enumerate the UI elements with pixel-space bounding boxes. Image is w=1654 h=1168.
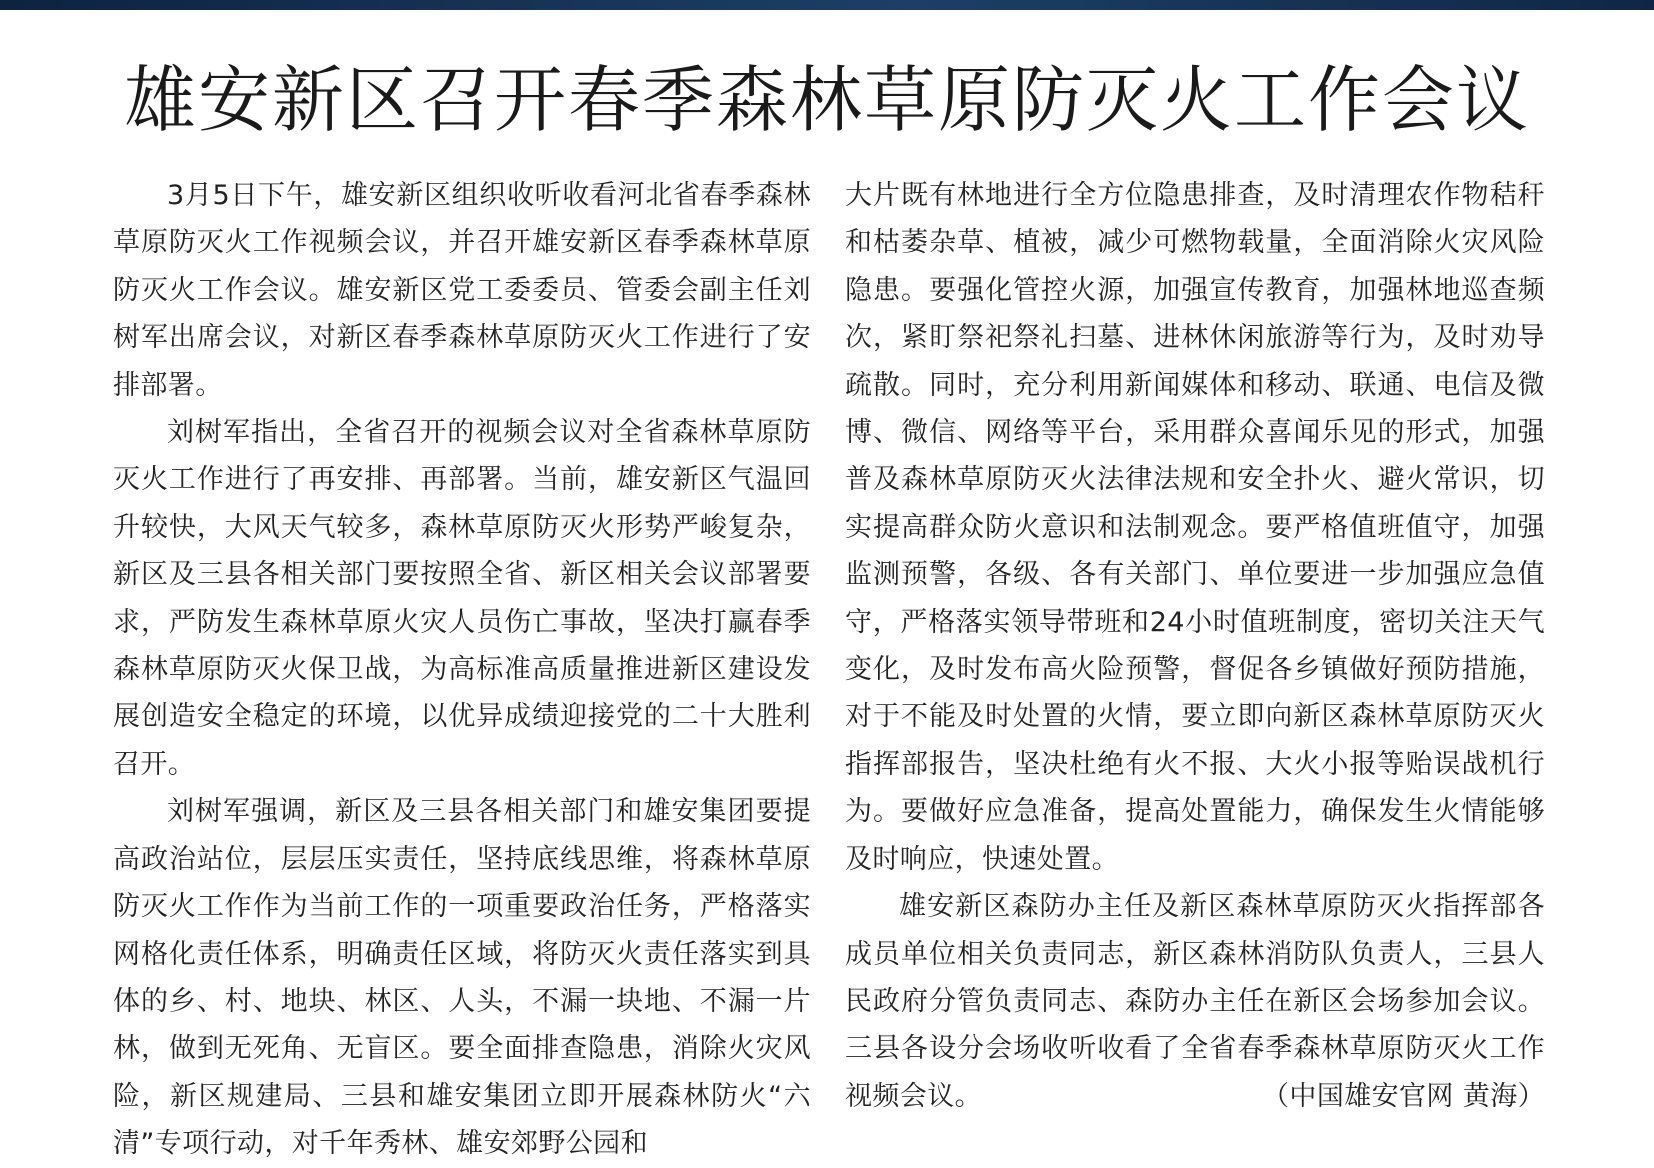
article-byline: （中国雄安官网 黄海）	[1262, 1080, 1545, 1112]
paragraph-3-continued: 大片既有林地进行全方位隐患排查，及时清理农作物秸秆和枯萎杂草、植被，减少可燃物载量，全面消除火灾风险隐患。要强化管控火源，加强宣传教育，加强林地巡查频次，紧盯祭祀祭礼扫墓、进林休闲旅游等行为，及时劝导疏散。同时，充分利用新闻媒体和移动、联通、电信及微博、微信、网络等平台，采用群众喜闻乐见的形式，加强普及森林草原防灭火法律法规和安全扑火、避火常识，切实提高群众防火意识和法制观念。要严格值班值守，加强监测预警，各级、各有关部门、单位要进一步加强应急值守，严格落实领导带班和24小时值班制度，密切关注天气变化，及时发布高火险预警，督促各乡镇做好预防措施，对于不能及时处置的火情，要立即向新区森林草原防灭火指挥部报告，坚决杜绝有火不报、大火小报等贻误战机行为。要做好应急准备，提高处置能力，确保发生火情能够及时响应，快速处置。	[845, 180, 1545, 875]
article-title: 雄安新区召开春季森林草原防灭火工作会议	[123, 58, 1530, 142]
paragraph-3: 刘树军强调，新区及三县各相关部门和雄安集团要提高政治站位，层层压实责任，坚持底线思维，将森林草原防灭火工作作为当前工作的一项重要政治任务，严格落实网格化责任体系，明确责任区域，将防灭火责任落实到具体的乡、村、地块、林区、人头，不漏一块地、不漏一片林，做到无死角、无盲区。要全面排查隐患，消除火灾风险，新区规建局、三县和雄安集团立即开展森林防火“六清”专项行动，对千年秀林、雄安郊野公园和	[113, 796, 811, 1160]
paragraph-2: 刘树军指出，全省召开的视频会议对全省森林草原防灭火工作进行了再安排、再部署。当前，雄安新区气温回升较快，大风天气较多，森林草原防灭火形势严峻复杂，新区及三县各相关部门要按照全省、新区相关会议部署要求，严防发生森林草原火灾人员伤亡事故，坚决打赢春季森林草原防灭火保卫战，为高标准高质量推进新区建设发展创造安全稳定的环境，以优异成绩迎接党的二十大胜利召开。	[113, 417, 811, 780]
article-column-right	[845, 172, 1545, 1120]
paragraph-1: 3月5日下午，雄安新区组织收听收看河北省春季森林草原防灭火工作视频会议，并召开雄安新区春季森林草原防灭火工作会议。雄安新区党工委委员、管委会副主任刘树军出席会议，对新区春季森林草原防灭火工作进行了安排部署。	[113, 180, 811, 401]
article-column-left	[113, 172, 811, 1168]
top-banner-bar	[0, 0, 1654, 10]
paragraph-4-text: 雄安新区森防办主任及新区森林草原防灭火指挥部各成员单位相关负责同志，新区森林消防队负责人，三县人民政府分管负责同志、森防办主任在新区会场参加会议。三县各设分会场收听收看了全省春季森林草原防灭火工作视频会议。	[845, 891, 1545, 1112]
paragraph-4	[845, 883, 1545, 1120]
